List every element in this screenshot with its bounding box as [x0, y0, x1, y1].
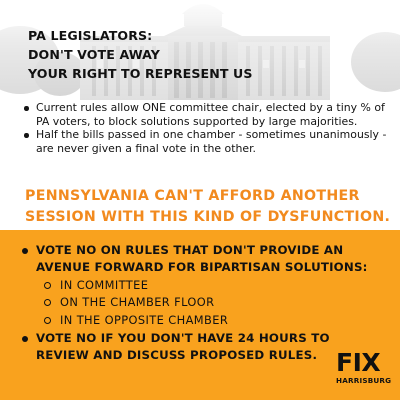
calls-list [20, 242, 392, 364]
call-line-1: VOTE NO IF YOU DON'T HAVE 24 HOURS TO [36, 330, 330, 345]
facts-list [20, 101, 392, 155]
bullet-ring-icon [44, 299, 51, 306]
hero-banner [0, 0, 400, 100]
bullet-dot-icon [22, 248, 28, 254]
headline-line-2: DON'T VOTE AWAY [28, 47, 161, 62]
logo-city: HARRISBURG [336, 376, 392, 385]
headline [28, 26, 253, 83]
bullet-dot-icon [22, 336, 28, 342]
sub-item [42, 294, 392, 312]
headline-line-3: YOUR RIGHT TO REPRESENT US [28, 66, 253, 81]
call-line-2: AVENUE FORWARD FOR BIPARTISAN SOLUTIONS: [36, 260, 368, 275]
fact-text: Half the bills passed in one chamber - sometimes unanimously - are never given a final vote in the other. [36, 128, 387, 155]
bullet-ring-icon [44, 282, 51, 289]
sub-list [36, 277, 392, 330]
bullet-ring-icon [44, 317, 51, 324]
sub-item [42, 312, 392, 330]
call-line-2: REVIEW AND DISCUSS PROPOSED RULES. [36, 348, 318, 362]
call-line-1: VOTE NO ON RULES THAT DON'T PROVIDE AN [36, 243, 344, 257]
logo-word: FIX [336, 348, 381, 377]
fix-harrisburg-logo [336, 348, 392, 385]
sub-item-label: IN COMMITTEE [60, 277, 149, 292]
sub-item-label: IN THE OPPOSITE CHAMBER [60, 313, 229, 327]
tagline-line-1: PENNSYLVANIA CAN'T AFFORD ANOTHER [25, 188, 360, 204]
fact-text: Current rules allow ONE committee chair, elected by a tiny % of PA voters, to block solutions supported by large majorities. [36, 101, 385, 128]
bullet-dot-icon [24, 106, 29, 111]
bullet-dot-icon [24, 133, 29, 138]
tagline-line-2: SESSION WITH THIS KIND OF DYSFUNCTION. [25, 209, 391, 225]
headline-line-1: PA LEGISLATORS: [28, 28, 153, 43]
fact-item [20, 128, 392, 155]
fact-item [20, 101, 392, 128]
sub-item [42, 277, 392, 295]
call-item [20, 242, 392, 330]
tagline [25, 186, 390, 228]
sub-item-label: ON THE CHAMBER FLOOR [60, 295, 215, 310]
